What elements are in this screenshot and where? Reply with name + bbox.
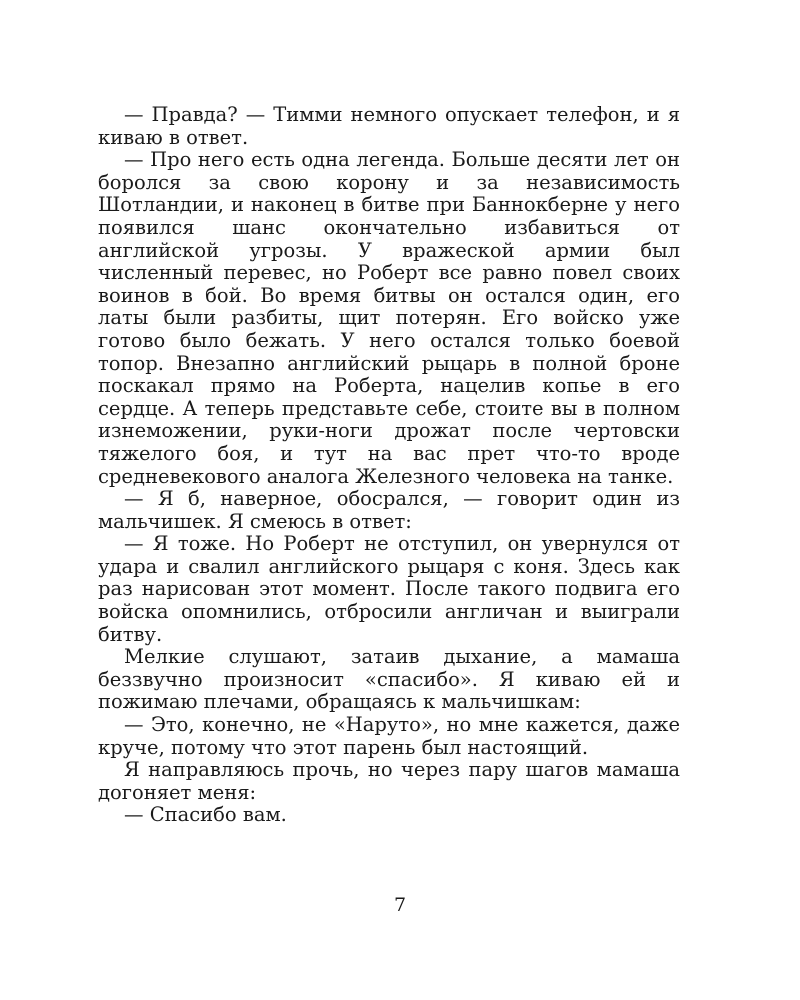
body-text [98,104,680,827]
paragraph: — Про него есть одна легенда. Больше десяти лет он боролся за свою корону и за независимость Шотландии, и наконец в битве при Баннокберне у него появился шанс окончательно избавиться от английской угрозы. У вражеской армии был численный перевес, но Роберт все равно повел своих воинов в бой. Во время битвы он остался один, его латы были разбиты, щит потерян. Его войско уже готово было бежать. У него остался только боевой топор. Внезапно английский рыцарь в полной броне поскакал прямо на Роберта, нацелив копье в его сердце. А теперь представьте себе, стоите вы в полном изнеможении, руки-ноги дрожат после чертовски тяжелого боя, и тут на вас прет что-то вроде средневекового аналога Железного человека на танке. [98,148,680,488]
paragraph: — Это, конечно, не «Наруто», но мне кажется, даже круче, потому что этот парень был настоящий. [98,713,680,759]
page-number: 7 [393,894,407,916]
paragraph: Мелкие слушают, затаив дыхание, а мамаша беззвучно произносит «спасибо». Я киваю ей и пожимаю плечами, обращаясь к мальчишкам: [98,645,680,714]
paragraph: — Спасибо вам. [124,803,287,827]
paragraph: — Правда? — Тимми немного опускает телефон, и я киваю в ответ. [98,103,680,149]
paragraph: — Я тоже. Но Роберт не отступил, он увернулся от удара и свалил английского рыцаря с коня. Здесь как раз нарисован этот момент. После такого подвига его войска опомнились, отбросили англичан и выиграли битву. [98,532,680,646]
paragraph: — Я б, наверное, обосрался, — говорит один из мальчишек. Я смеюсь в ответ: [98,487,680,533]
paragraph: Я направляюсь прочь, но через пару шагов мамаша догоняет меня: [98,758,680,804]
